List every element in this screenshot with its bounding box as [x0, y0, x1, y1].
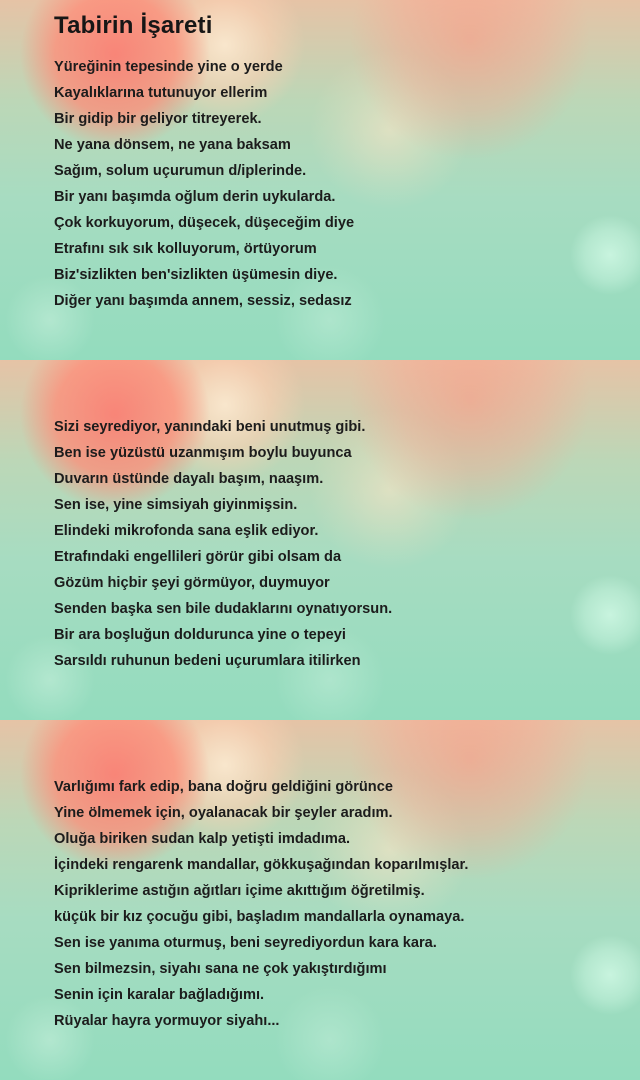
- poem-line: Ben ise yüzüstü uzanmışım boylu buyunca: [54, 445, 352, 461]
- poem-line: Varlığımı fark edip, bana doğru geldiğini görünce: [54, 779, 393, 795]
- poem-panel-1: [0, 0, 640, 360]
- poem-panel-2: [0, 360, 640, 720]
- poem-line: Kayalıklarına tutunuyor ellerim: [54, 85, 268, 101]
- poem-line: Oluğa biriken sudan kalp yetişti imdadıma.: [54, 831, 351, 847]
- poem-line: Elindeki mikrofonda sana eşlik ediyor.: [54, 523, 319, 539]
- stanza-1: [54, 54, 354, 314]
- poem-line: Sen ise yanıma oturmuş, beni seyrediyordun kara kara.: [54, 935, 437, 951]
- poem-line: Sarsıldı ruhunun bedeni uçurumlara itilirken: [54, 653, 361, 669]
- poem-line: Gözüm hiçbir şeyi görmüyor, duymuyor: [54, 575, 330, 591]
- poem-line: Bir yanı başımda oğlum derin uykularda.: [54, 189, 336, 205]
- poem-line: İçindeki rengarenk mandallar, gökkuşağından koparılmışlar.: [54, 857, 469, 873]
- poem-line: Kipriklerime astığın ağıtları içime akıttığım öğretilmiş.: [54, 883, 425, 899]
- poem-line: Yüreğinin tepesinde yine o yerde: [54, 59, 283, 75]
- poem-title: Tabirin İşareti: [54, 12, 213, 39]
- poem-line: Etrafını sık sık kolluyorum, örtüyorum: [54, 241, 317, 257]
- poem-line: Bir ara boşluğun doldurunca yine o tepeyi: [54, 627, 346, 643]
- poem-line: Çok korkuyorum, düşecek, düşeceğim diye: [54, 215, 355, 231]
- poem-line: Sen bilmezsin, siyahı sana ne çok yakıştırdığımı: [54, 961, 387, 977]
- poem-line: Bir gidip bir geliyor titreyerek.: [54, 111, 262, 127]
- poem-line: Ne yana dönsem, ne yana baksam: [54, 137, 291, 153]
- poem-panel-3: [0, 720, 640, 1080]
- poem-line: Sağım, solum uçurumun d/iplerinde.: [54, 163, 307, 179]
- poem-line: Biz'sizlikten ben'sizlikten üşümesin diye.: [54, 267, 338, 283]
- stanza-3: [54, 774, 468, 1034]
- poem-line: Yine ölmemek için, oyalanacak bir şeyler aradım.: [54, 805, 393, 821]
- poem-line: Sen ise, yine simsiyah giyinmişsin.: [54, 497, 298, 513]
- poem-line: Sizi seyrediyor, yanındaki beni unutmuş gibi.: [54, 419, 366, 435]
- poem-line: Diğer yanı başımda annem, sessiz, sedasız: [54, 293, 352, 309]
- poem-line: Senin için karalar bağladığımı.: [54, 987, 265, 1003]
- poem-line: Duvarın üstünde dayalı başım, naaşım.: [54, 471, 324, 487]
- poem-line: Rüyalar hayra yormuyor siyahı...: [54, 1013, 280, 1029]
- poem-line: Etrafındaki engellileri görür gibi olsam da: [54, 549, 342, 565]
- poem-line: Senden başka sen bile dudaklarını oynatıyorsun.: [54, 601, 393, 617]
- stanza-2: [54, 414, 392, 674]
- poem-line: küçük bir kız çocuğu gibi, başladım mandallarla oynamaya.: [54, 909, 465, 925]
